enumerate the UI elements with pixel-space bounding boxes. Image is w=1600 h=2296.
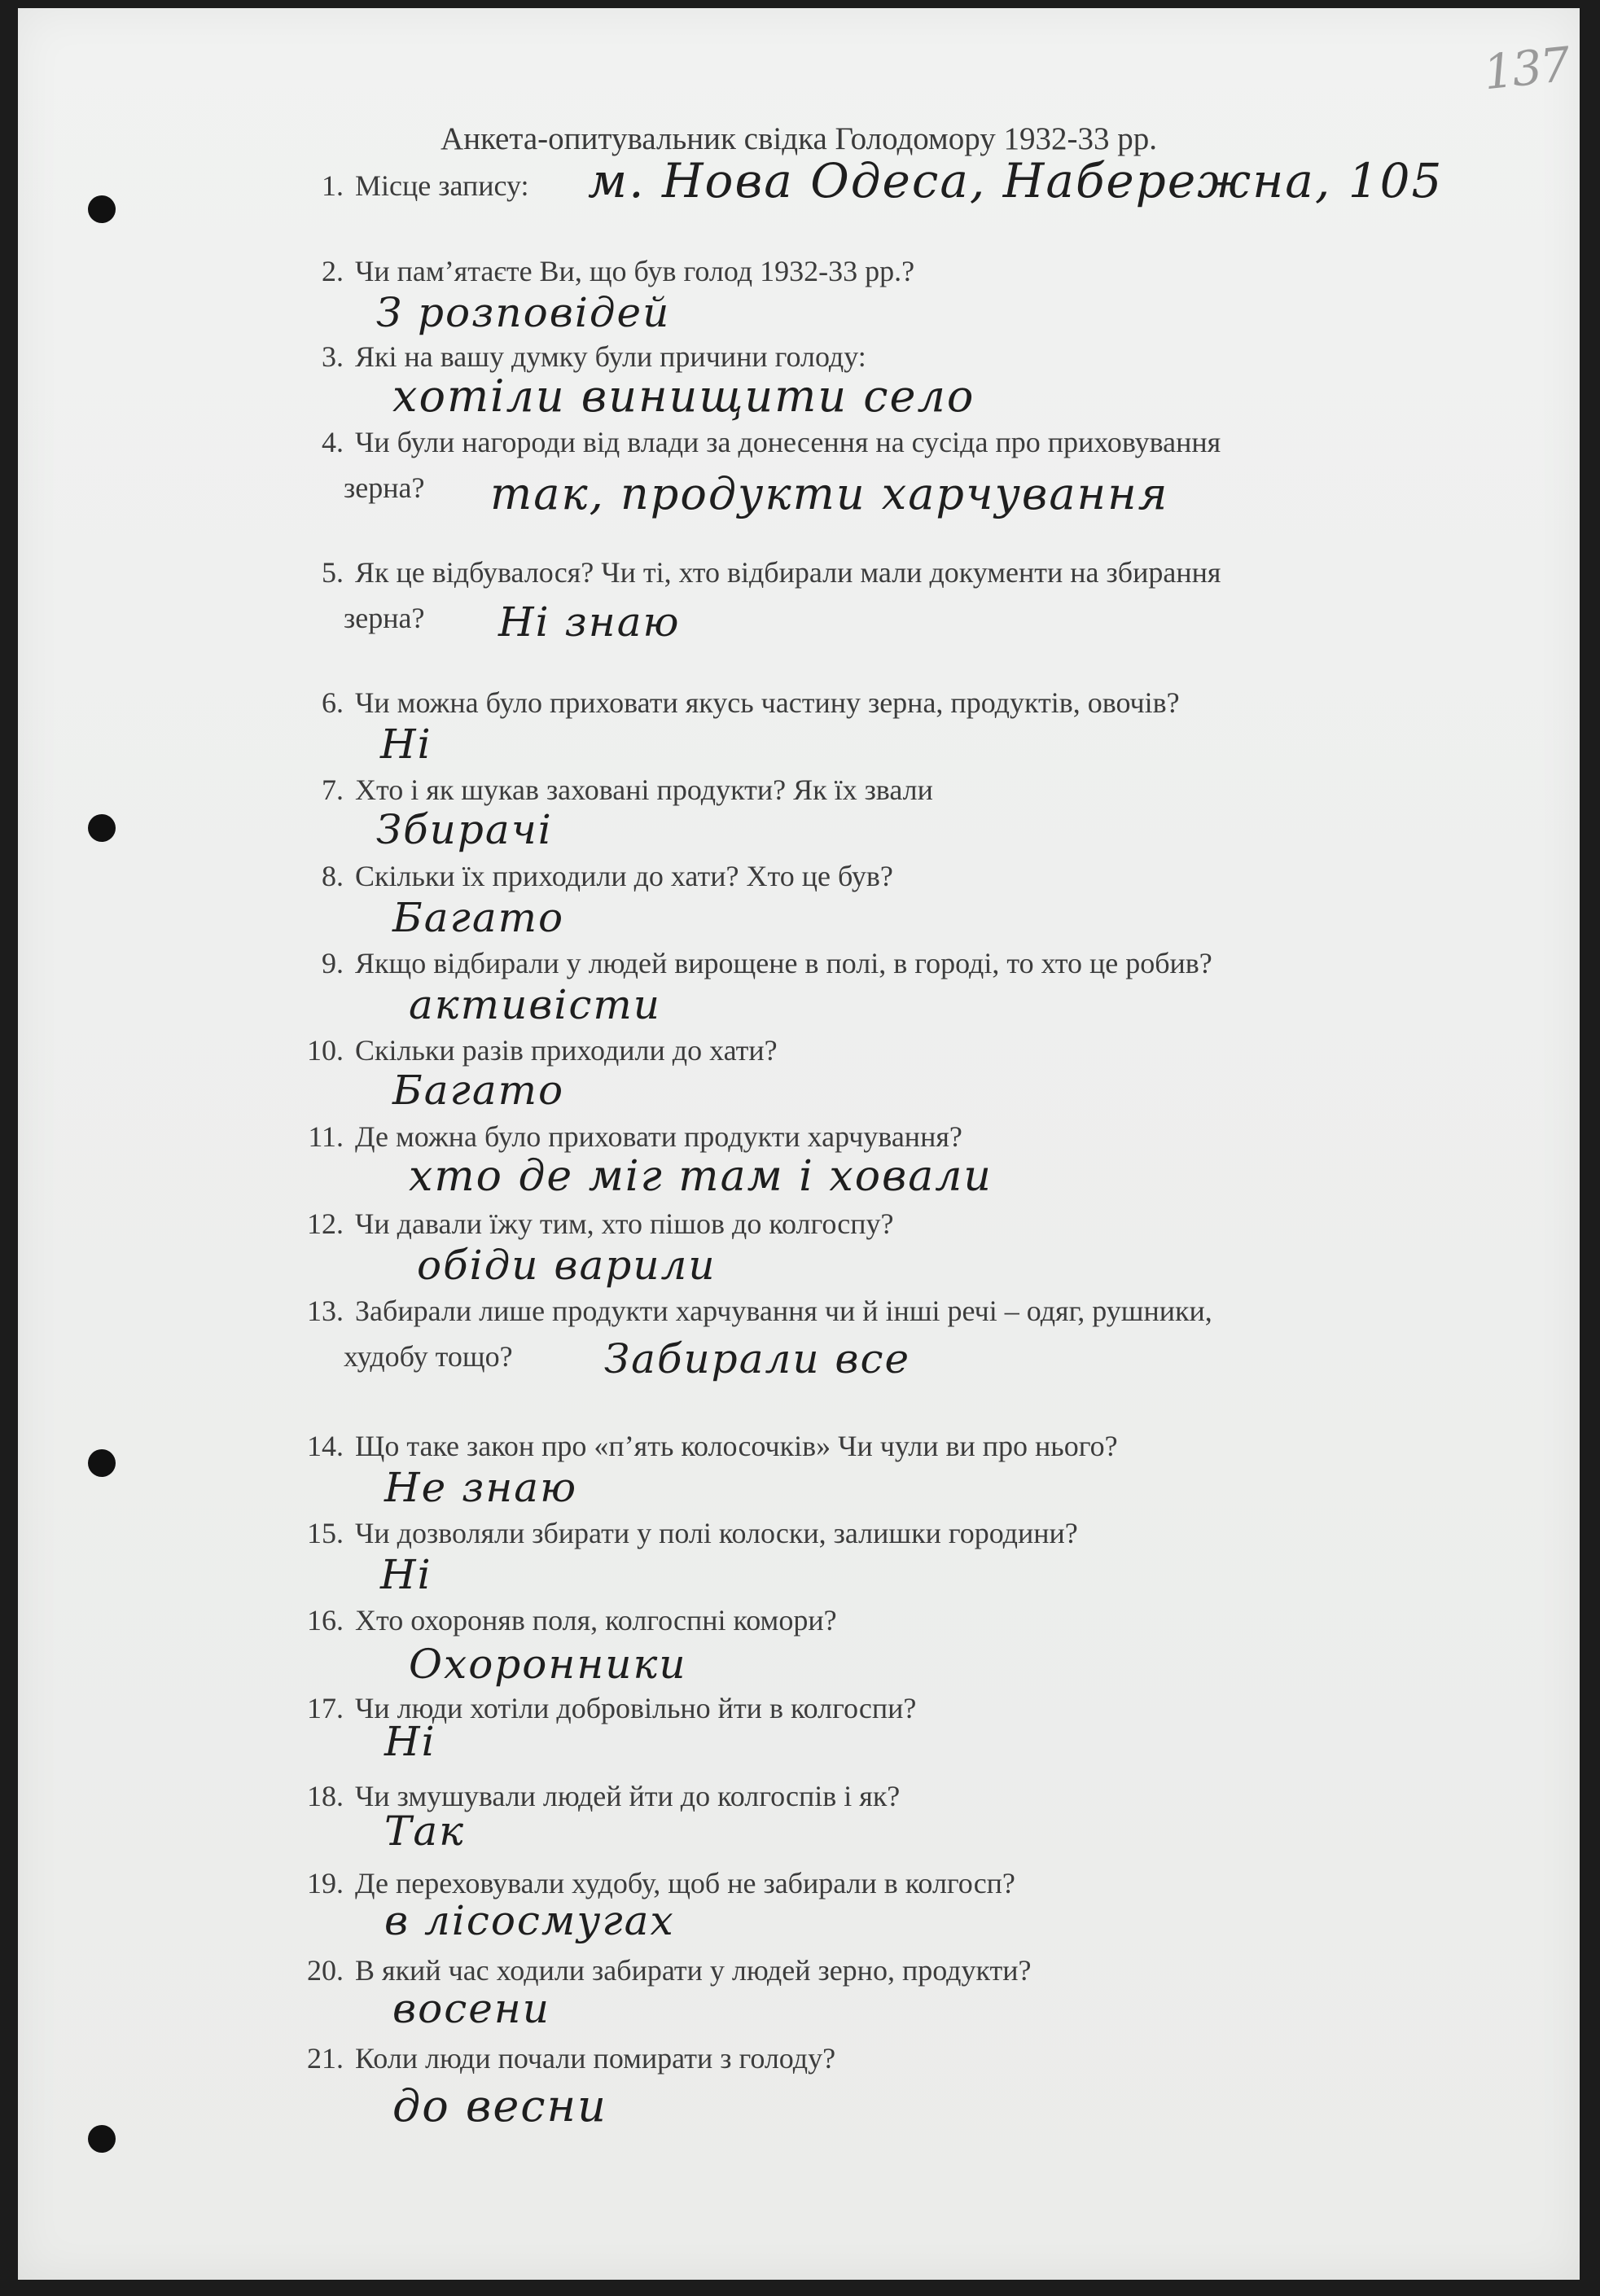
answer-5: Ні знаю: [498, 598, 681, 646]
question-text: Що таке закон про «п’ять колосочків» Чи чули ви про нього?: [355, 1430, 1118, 1462]
question-text-continued: худобу тощо?: [344, 1340, 513, 1373]
question-text: Коли люди почали помирати з голоду?: [355, 2042, 836, 2075]
answer-6: Ні: [380, 721, 432, 768]
question-text-continued: зерна?: [344, 471, 425, 504]
question-number: 17.: [307, 1692, 344, 1724]
answer-8: Багато: [392, 894, 565, 941]
question-number: 5.: [322, 556, 344, 589]
question-17: [295, 1685, 1467, 1731]
question-text: Місце запису:: [355, 169, 529, 202]
question-21: [295, 2035, 1467, 2081]
question-text: Чи давали їжу тим, хто пішов до колгоспу?: [355, 1207, 894, 1240]
question-text: Чи дозволяли збирати у полі колоски, залишки городини?: [355, 1517, 1078, 1549]
question-text: Якщо відбирали у людей вирощене в полі, в городі, то хто це робив?: [355, 947, 1212, 979]
question-number: 3.: [322, 340, 344, 373]
question-text: Чи можна було приховати якусь частину зерна, продуктів, овочів?: [355, 686, 1180, 719]
question-15: [295, 1510, 1467, 1556]
question-number: 9.: [322, 947, 344, 979]
question-5: [295, 550, 1467, 641]
question-number: 6.: [322, 686, 344, 719]
answer-1: м. Нова Одеса, Набережна, 105: [588, 153, 1444, 208]
question-number: 2.: [322, 255, 344, 287]
question-9: [295, 940, 1467, 986]
question-number: 1.: [322, 169, 344, 202]
answer-17: Ні: [384, 1718, 436, 1765]
question-18: [295, 1773, 1467, 1819]
question-text: Хто і як шукав заховані продукти? Як їх звали: [355, 773, 933, 806]
page-number: 137: [1480, 36, 1572, 101]
question-text: Чи пам’ятаєте Ви, що був голод 1932-33 рр.?: [355, 255, 915, 287]
question-16: [295, 1597, 1467, 1643]
question-number: 12.: [307, 1207, 344, 1240]
question-number: 20.: [307, 1954, 344, 1987]
question-number: 7.: [322, 773, 344, 806]
answer-10: Багато: [392, 1067, 565, 1114]
punch-hole: [88, 2125, 116, 2153]
question-number: 13.: [307, 1295, 344, 1327]
question-text: Як це відбувалося? Чи ті, хто відбирали мали документи на збирання: [355, 556, 1221, 589]
answer-4: так, продукти харчування: [490, 468, 1169, 519]
question-text: Скільки їх приходили до хати? Хто це був?: [355, 860, 893, 892]
punch-hole: [88, 195, 116, 223]
punch-hole: [88, 814, 116, 842]
question-text: Чи люди хотіли добровільно йти в колгоспи?: [355, 1692, 917, 1724]
answer-16: Охоронники: [409, 1641, 687, 1688]
answer-20: восени: [392, 1985, 550, 2032]
question-number: 11.: [308, 1120, 344, 1153]
question-number: 8.: [322, 860, 344, 892]
question-text: Які на вашу думку були причини голоду:: [355, 340, 866, 373]
question-text: Забирали лише продукти харчування чи й інші речі – одяг, рушники,: [355, 1295, 1212, 1327]
question-number: 19.: [307, 1867, 344, 1899]
question-text: Хто охороняв поля, колгоспні комори?: [355, 1604, 837, 1637]
answer-7: Збирачі: [376, 806, 553, 853]
question-number: 14.: [307, 1430, 344, 1462]
answer-14: Не знаю: [384, 1464, 578, 1511]
answer-19: в лісосмугах: [384, 1897, 675, 1944]
question-2: [295, 248, 1467, 294]
answer-21: до весни: [392, 2080, 607, 2132]
question-8: [295, 853, 1467, 899]
question-text: Чи були нагороди від влади за донесення на сусіда про приховування: [355, 426, 1221, 458]
question-number: 4.: [322, 426, 344, 458]
question-number: 21.: [307, 2042, 344, 2075]
question-number: 15.: [307, 1517, 344, 1549]
question-text: Де можна було приховати продукти харчування?: [355, 1120, 962, 1153]
question-12: [295, 1201, 1467, 1247]
question-14: [295, 1423, 1467, 1469]
question-number: 16.: [307, 1604, 344, 1637]
answer-18: Так: [384, 1807, 466, 1855]
answer-13: Забирали все: [604, 1335, 911, 1382]
question-text: Чи змушували людей йти до колгоспів і як?: [355, 1780, 901, 1812]
question-text: Де переховували худобу, щоб не забирали в колгосп?: [355, 1867, 1015, 1899]
answer-3: хотіли винищити село: [392, 370, 975, 422]
answer-9: активісти: [409, 981, 661, 1028]
punch-hole: [88, 1449, 116, 1477]
question-text: Скільки разів приходили до хати?: [355, 1034, 778, 1067]
question-number: 18.: [307, 1780, 344, 1812]
question-number: 10.: [307, 1034, 344, 1067]
page-title: Анкета-опитувальник свідка Голодомору 1932-33 рр.: [441, 121, 1157, 156]
answer-12: обіди варили: [417, 1242, 717, 1289]
question-text: В який час ходили забирати у людей зерно, продукти?: [355, 1954, 1032, 1987]
answer-2: З розповідей: [376, 289, 671, 336]
answer-15: Ні: [380, 1551, 432, 1598]
question-text-continued: зерна?: [344, 602, 425, 634]
question-6: [295, 680, 1467, 725]
answer-11: хто де міг там і ховали: [409, 1152, 993, 1201]
questionnaire-sheet: [18, 8, 1580, 2280]
